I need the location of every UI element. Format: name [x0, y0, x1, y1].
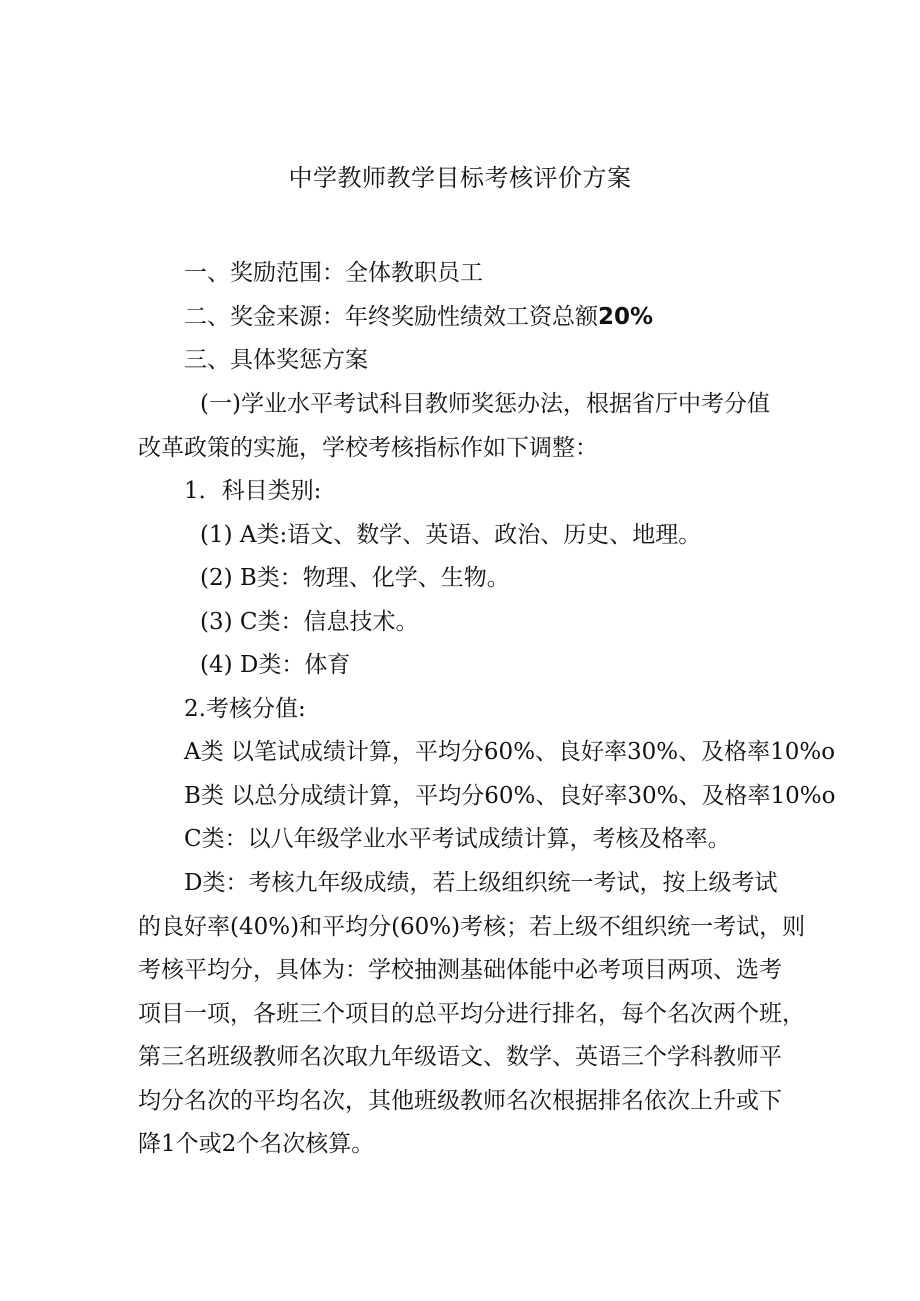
score-a-item: A类 以笔试成绩计算，平均分60%、良好率30%、及格率10%o	[184, 739, 836, 765]
category-c-item: (3) C类：信息技术。	[200, 609, 419, 635]
score-d-line: 的良好率(40%)和平均分(60%)考核；若上级不组织统一考试，则	[138, 913, 806, 940]
section-1-scope: 一、奖励范围：全体教职员工	[184, 260, 483, 286]
part-1-line-1: (一)学业水平考试科目教师奖惩办法，根据省厅中考分值	[200, 391, 770, 417]
score-c-item: C类：以八年级学业水平考试成绩计算，考核及格率。	[184, 826, 731, 852]
score-d-line: 降1个或2个名次核算。	[138, 1131, 375, 1157]
score-d-paragraph	[138, 862, 806, 1167]
score-heading: 2.考核分值:	[184, 696, 306, 722]
part-1-line-2: 改革政策的实施，学校考核指标作如下调整：	[138, 434, 598, 461]
score-b-item: B类 以总分成绩计算，平均分60%、良好率30%、及格率10%o	[184, 783, 836, 809]
section-2-text: 二、奖金来源：年终奖励性绩效工资总额	[184, 304, 598, 330]
category-a-item: (1) A类:语文、数学、英语、政治、历史、地理。	[200, 522, 702, 548]
section-2-funding	[138, 296, 834, 340]
category-b-item: (2) B类：物理、化学、生物。	[200, 565, 510, 591]
subject-category-heading: 1．科目类别:	[184, 478, 322, 504]
category-d-item: (4) D类：体育	[200, 652, 351, 678]
score-d-line: 第三名班级教师名次取九年级语文、数学、英语三个学科教师平	[138, 1044, 782, 1070]
section-2-amount: 20%	[598, 304, 654, 330]
score-d-line: 均分名次的平均名次，其他班级教师名次根据排名依次上升或下	[138, 1087, 782, 1114]
section-3-heading: 三、具体奖惩方案	[184, 347, 368, 373]
score-d-line: 项目一项，各班三个项目的总平均分进行排名，每个名次两个班，	[138, 1000, 805, 1027]
document-title: 中学教师教学目标考核评价方案	[288, 164, 632, 192]
part-1-intro	[138, 383, 788, 470]
score-d-line: 考核平均分，具体为：学校抽测基础体能中必考项目两项、选考	[138, 957, 782, 983]
score-d-line: D类：考核九年级成绩，若上级组织统一考试，按上级考试	[184, 870, 778, 896]
